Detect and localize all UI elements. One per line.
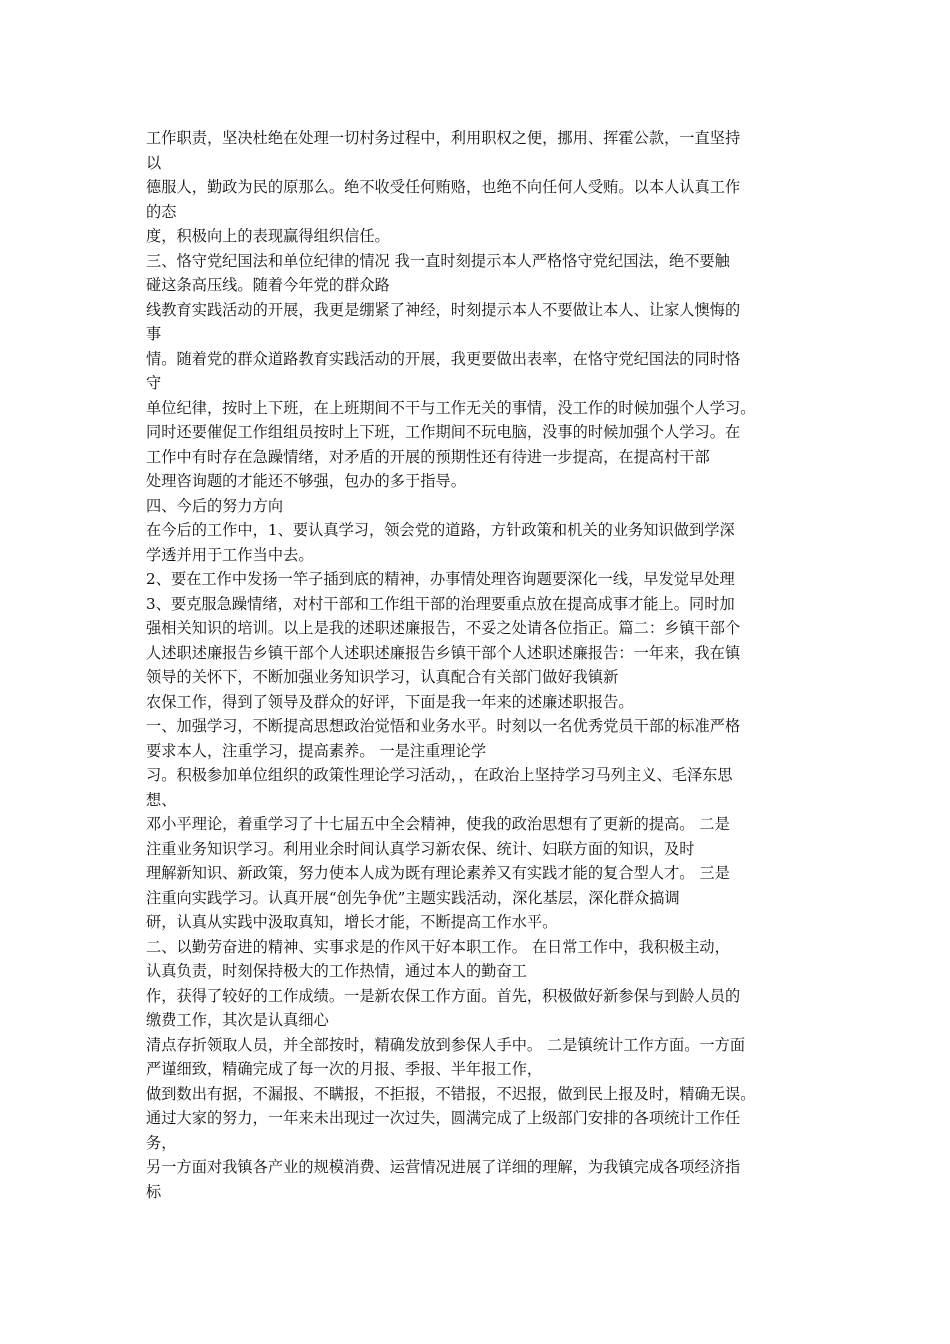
text-line: 处理咨询题的才能还不够强，包办的多于指导。: [146, 472, 466, 490]
text-line: 的态: [146, 202, 177, 221]
text-line: 四、今后的努力方向: [146, 496, 284, 515]
text-line: 一、加强学习，不断提高思想政治觉悟和业务水平。时刻以一名优秀党员干部的标准严格: [146, 717, 741, 735]
text-line: 务，: [146, 1133, 177, 1152]
text-line: 缴费工作，其次是认真细心: [146, 1011, 329, 1029]
text-line: 想、: [146, 790, 177, 809]
text-line: 守: [146, 374, 162, 392]
text-line: 理解新知识、新政策，努力使本人成为既有理论素养又有实践才能的复合型人才。 三是: [146, 864, 730, 882]
text-line: 清点存折领取人员，并全部按时，精确发放到参保人手中。 二是镇统计工作方面。一方面: [146, 1035, 746, 1054]
text-line: 要求本人，注重学习，提高素养。 一是注重理论学: [146, 741, 487, 760]
text-line: 研，认真从实践中汲取真知，增长才能，不断提高工作水平。: [146, 913, 558, 931]
text-line: 学透并用于工作当中去。: [146, 545, 314, 564]
text-line: 同时还要催促工作组组员按时上下班，工作期间不玩电脑，没事的时候加强个人学习。在: [146, 423, 741, 441]
text-line: 以: [146, 153, 162, 172]
text-line: 事: [146, 325, 162, 343]
text-line: 注重业务知识学习。利用业余时间认真学习新农保、统计、妇联方面的知识，及时: [146, 839, 695, 858]
text-line: 情。随着党的群众道路教育实践活动的开展，我更要做出表率，在恪守党纪国法的同时恪: [146, 349, 741, 368]
document-body: [146, 126, 810, 1204]
text-line: 注重向实践学习。认真开展“创先争优”主题实践活动，深化基层，深化群众搞调: [146, 888, 680, 907]
text-line: 碰这条高压线。随着今年党的群众路: [146, 276, 390, 294]
text-line: 领导的关怀下，不断加强业务知识学习，认真配合有关部门做好我镇新: [146, 668, 619, 686]
text-line: 二、以勤劳奋进的精神、实事求是的作风干好本职工作。 在日常工作中，我积极主动，: [146, 937, 730, 956]
text-line: 邓小平理论，着重学习了十七届五中全会精神，使我的政治思想有了更新的提高。 二是: [146, 815, 730, 833]
text-line: 3、要克服急躁情绪，对村干部和工作组干部的治理要重点放在提高成事才能上。同时加: [146, 594, 735, 613]
text-line: 人述职述廉报告乡镇干部个人述职述廉报告乡镇干部个人述职述廉报告：一年来，我在镇: [146, 643, 741, 662]
text-line: 标: [146, 1182, 162, 1201]
text-line: 另一方面对我镇各产业的规模消费、运营情况进展了详细的理解，为我镇完成各项经济指: [146, 1158, 741, 1176]
text-line: 德服人，勤政为民的原那么。绝不收受任何贿赂，也绝不向任何人受贿。以本人认真工作: [146, 178, 741, 196]
text-line: 单位纪律，按时上下班，在上班期间不干与工作无关的事情，没工作的时候加强个人学习。: [146, 398, 756, 417]
text-line: 工作职责，坚决杜绝在处理一切村务过程中，利用职权之便，挪用、挥霍公款，一直坚持: [146, 129, 741, 147]
text-line: 作，获得了较好的工作成绩。一是新农保工作方面。首先，积极做好新参保与到龄人员的: [146, 986, 741, 1005]
text-line: 强相关知识的培训。以上是我的述职述廉报告，不妥之处请各位指正。篇二：乡镇干部个: [146, 619, 741, 637]
text-line: 在今后的工作中，1、要认真学习，领会党的道路，方针政策和机关的业务知识做到学深: [146, 521, 735, 539]
text-line: 严谨细致，精确完成了每一次的月报、季报、半年报工作，: [146, 1060, 543, 1078]
text-line: 度，积极向上的表现赢得组织信任。: [146, 227, 390, 245]
text-line: 2、要在工作中发扬一竿子插到底的精神，办事情处理咨询题要深化一线，早发觉早处理: [146, 570, 735, 588]
text-line: 线教育实践活动的开展，我更是绷紧了神经，时刻提示本人不要做让本人、让家人懊悔的: [146, 300, 741, 319]
text-line: 习。积极参加单位组织的政策性理论学习活动，，在政治上坚持学习马列主义、毛泽东思: [146, 766, 733, 784]
text-line: 做到数出有据，不漏报、不瞒报，不拒报，不错报，不迟报，做到民上报及时，精确无误。: [146, 1084, 756, 1103]
text-line: 认真负责，时刻保持极大的工作热情，通过本人的勤奋工: [146, 962, 527, 980]
text-line: 工作中有时存在急躁情绪，对矛盾的开展的预期性还有待进一步提高，在提高村干部: [146, 447, 710, 466]
text-line: 通过大家的努力，一年来未出现过一次过失，圆满完成了上级部门安排的各项统计工作任: [146, 1109, 741, 1127]
text-line: 三、恪守党纪国法和单位纪律的情况 我一直时刻提示本人严格恪守党纪国法，绝不要触: [146, 251, 730, 270]
text-line: 农保工作，得到了领导及群众的好评，下面是我一年来的述廉述职报告。: [146, 692, 634, 711]
